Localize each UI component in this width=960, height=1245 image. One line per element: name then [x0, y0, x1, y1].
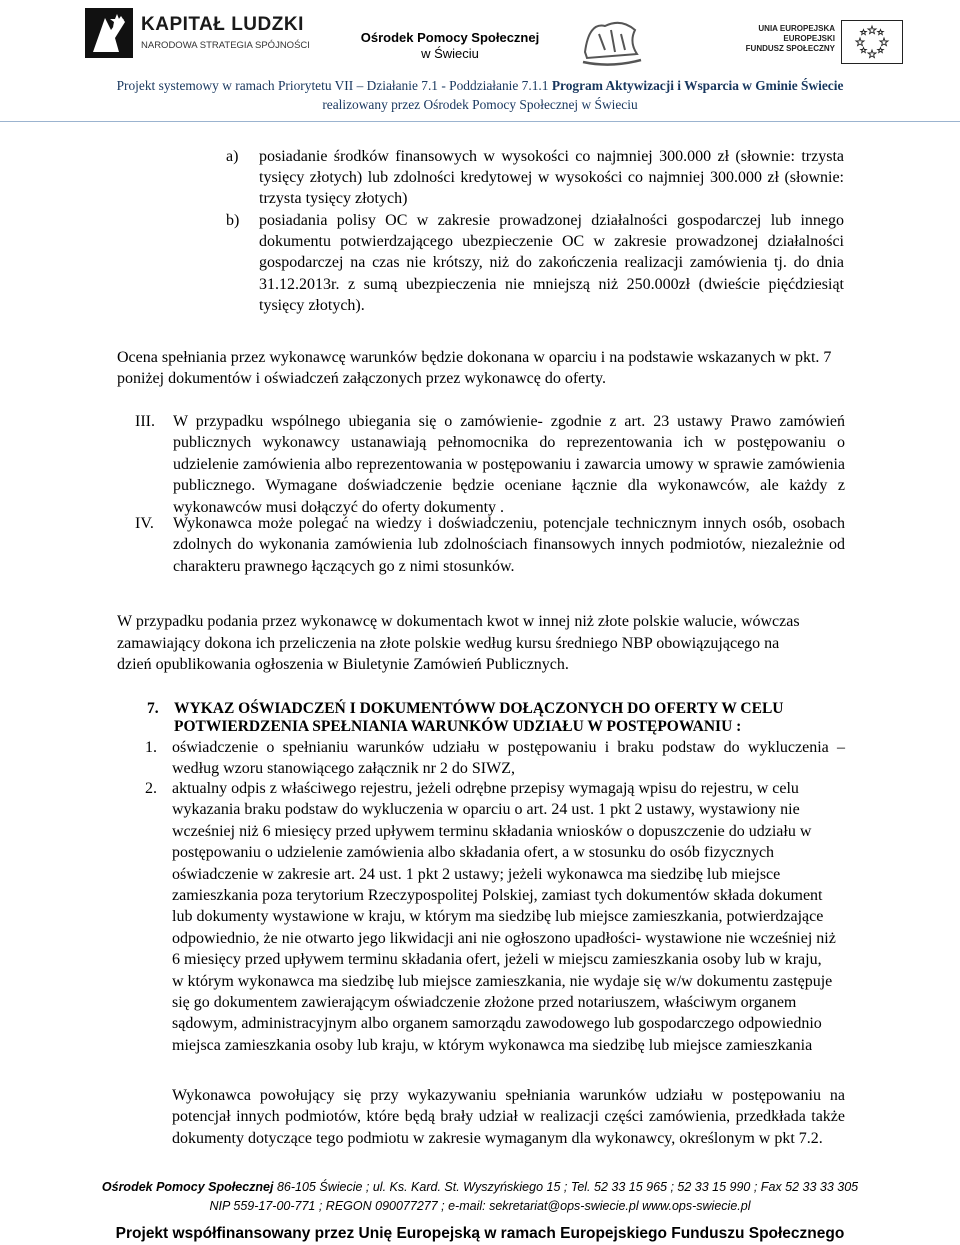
condition-label: a): [226, 148, 239, 165]
eu-logo: [725, 18, 885, 68]
footer-org-name: Ośrodek Pomocy Społecznej: [101, 1180, 274, 1194]
section-number: 7.: [147, 700, 159, 717]
project-name: Program Aktywizacji i Wsparcia w Gminie Świecie: [551, 78, 844, 93]
section-7-heading-line2: POTWIERDZENIA SPEŁNIANIA WARUNKÓW UDZIAŁU W POSTĘPOWANIU :: [174, 718, 742, 735]
page-header: [0, 0, 960, 120]
eu-line3: FUNDUSZ SPOŁECZNY: [745, 44, 835, 53]
condition-a: [226, 146, 844, 210]
roman-label: III.: [135, 413, 155, 430]
roman-item-iii: [135, 411, 845, 518]
project-line-1-text: Projekt systemowy w ramach Priorytetu VII – Działanie 7.1 - Poddziałanie 7.1.1: [116, 78, 552, 93]
roman-text: W przypadku wspólnego ubiegania się o zamówienie- zgodnie z art. 23 ustawy Prawo zamówień publicznych wykonawcy ustanawiają pełnomocnika do reprezentowania ich w postępowaniu o udzielenie zamówienia albo reprezentowania w postępowaniu i zawarcia umowy w sprawie zamówienia publicznego. Wymagane doświadczenie będzie oceniane łącznie dla wykonawców, ale każdy z wykonawców musi dołączyć do oferty dokumenty .: [173, 413, 845, 516]
project-line-1: [0, 78, 960, 94]
project-line-2: realizowany przez Ośrodek Pomocy Społecznej w Świeciu: [322, 97, 638, 112]
kapital-ludzki-emblem-icon: [85, 8, 133, 58]
ops-name: [350, 30, 550, 62]
eu-text: [725, 24, 835, 54]
currency-paragraph: W przypadku podania przez wykonawcę w dokumentach kwot w innej niż złote polskie walucie, wówczas zamawiający dokona ich przeliczenia na złote polskie według kursu średniego NBP obowiązującego na dzień opublikowania ogłoszenia w Biuletynie Zamówień Publicznych.: [117, 613, 800, 674]
roman-item-iv: [135, 513, 845, 577]
ops-name-line1: Ośrodek Pomocy Społecznej: [360, 30, 540, 45]
item-text: oświadczenie o spełnianiu warunków udziału w postępowaniu i braku podstaw do wykluczenia – według wzoru stanowiącego załącznik nr 2 do SIWZ,: [172, 739, 845, 778]
footer-address: [0, 1180, 960, 1194]
condition-b: [226, 210, 844, 316]
swiecie-emblem-icon: [575, 12, 647, 68]
kapital-ludzki-subtitle: NARODOWA STRATEGIA SPÓJNOŚCI: [141, 40, 310, 51]
document-item-1: [145, 737, 845, 779]
document-item-2: [145, 778, 837, 1056]
eu-flag-icon: [841, 20, 903, 64]
eu-line2: EUROPEJSKI: [783, 34, 835, 43]
assessment-paragraph: Ocena spełniania przez wykonawcę warunków będzie dokonana w oparciu i na podstawie wskazanych w pkt. 7 poniżej dokumentów i oświadczeń załączonych przez wykonawcę do oferty.: [117, 349, 832, 388]
section-7-heading: [147, 700, 854, 736]
header-divider: [0, 121, 960, 122]
section-7-heading-line1: WYKAZ OŚWIADCZEŃ I DOKUMENTÓWW DOŁĄCZONYCH DO OFERTY W CELU: [174, 700, 784, 717]
item-label: 1.: [145, 739, 157, 756]
footer-address-text: 86-105 Świecie ; ul. Ks. Kard. St. Wyszyńskiego 15 ; Tel. 52 33 15 965 ; 52 33 15 990 ; Fax 52 33 33 305: [273, 1180, 859, 1194]
item-text: aktualny odpis z właściwego rejestru, jeżeli odrębne przepisy wymagają wpisu do rejestru, w celu wykazania braku podstaw do wykluczenia w oparciu o art. 24 ust. 1 pkt 2 ustawy, wystawiony nie wcześniej niż 6 miesięcy przed upływem terminu składania wniosków o dopuszczenie do udziału w postępowaniu o udzielenie zamówienia albo składania ofert, a w stosunku do osób fizycznych oświadczenie w zakresie art. 24 ust. 1 pkt 2 ustawy; jeżeli wykonawca ma siedzibę lub miejsce zamieszkania poza terytorium Rzeczypospolitej Polskiej, zamiast tych dokumentów składa dokument lub dokumenty wystawione w kraju, w którym ma siedzibę lub miejsce zamieszkania, potwierdzające odpowiednio, że nie otwarto jego likwidacji ani nie ogłoszono upadłości- wystawione nie wcześniej niż 6 miesięcy przed upływem terminu składania ofert, jeżeli w miejscu zamieszkania osoby lub w kraju, w którym wykonawca ma siedzibę lub miejsce zamieszkania, nie wydaje się w/w dokumentu zastępuje się go dokumentem zawierającym oświadczenie złożone przed notariuszem, właściwym organem sądowym, administracyjnym albo organem samorządu zawodowego lub gospodarczego odpowiednio miejsca zamieszkania osoby lub kraju, w którym wykonawca ma siedzibę lub miejsce zamieszkania: [172, 780, 836, 1054]
kapital-ludzki-logo: [85, 8, 310, 62]
roman-label: IV.: [135, 515, 154, 532]
condition-text: posiadania polisy OC w zakresie prowadzonej działalności gospodarczej lub innego dokumentu potwierdzającego ubezpieczenie OC w zakresie prowadzonej działalności gospodarczej na czas nie krótszy, niż do zakończenia realizacji zamówienia tj. do dnia 31.12.2013r. z sumą ubezpieczenia nie mniejszą niż 250.000zł (dwieście pięćdziesiąt tysięcy złotych).: [259, 212, 844, 314]
eu-line1: UNIA EUROPEJSKA: [758, 24, 835, 33]
footer-contact: NIP 559-17-00-771 ; REGON 090077277 ; e-mail: sekretariat@ops-swiecie.pl www.ops-swiecie.pl: [209, 1199, 751, 1213]
roman-text: Wykonawca może polegać na wiedzy i doświadczeniu, potencjale technicznym innych osób, osobach zdolnych do wykonania zamówienia lub zdolnościach finansowych innych podmiotów, niezależnie od charakteru prawnego łączących go z nimi stosunków.: [173, 515, 845, 575]
item-label: 2.: [145, 780, 157, 797]
condition-label: b): [226, 212, 240, 229]
kapital-ludzki-title: KAPITAŁ LUDZKI: [141, 14, 304, 35]
section-7-closing: Wykonawca powołujący się przy wykazywaniu spełniania warunków udziału w postępowaniu na potencjał innych podmiotów, które będą brały udział w realizacji części zamówienia, przedkłada także dokumenty dotyczące tego podmiotu w zakresie wymaganym dla wykonawcy, określonym w pkt 7.2.: [172, 1087, 845, 1147]
footer-cofinancing: Projekt współfinansowany przez Unię Europejską w ramach Europejskiego Funduszu Społecznego: [115, 1225, 845, 1242]
condition-text: posiadanie środków finansowych w wysokości co najmniej 300.000 zł (słownie: trzysta tysięcy złotych) lub zdolności kredytowej w wysokości co najmniej 300.000 zł (słownie: trzysta tysięcy złotych): [259, 148, 844, 208]
ops-name-line2: w Świeciu: [421, 46, 479, 61]
